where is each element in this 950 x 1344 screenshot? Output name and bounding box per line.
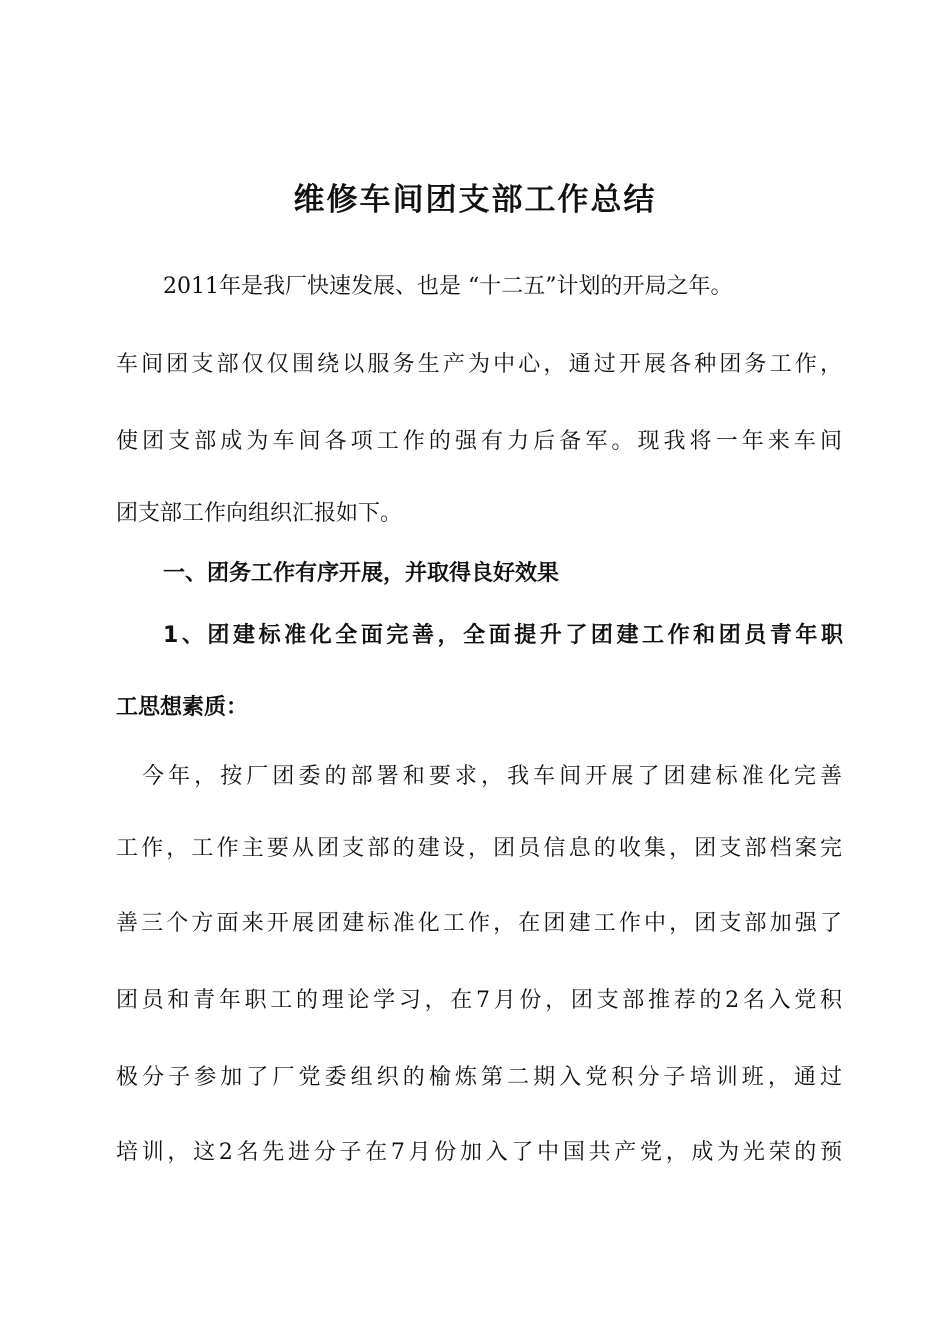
paragraph-line: 善三个方面来开展团建标准化工作，在团建工作中，团支部加强了 (116, 911, 842, 936)
document-title: 维修车间团支部工作总结 (293, 182, 657, 218)
paragraph-line: 工作，工作主要从团支部的建设，团员信息的收集，团支部档案完 (116, 836, 842, 861)
paragraph-line: 2011年是我厂快速发展、也是 “十二五”计划的开局之年。 (163, 274, 733, 299)
paragraph-line: 团员和青年职工的理论学习，在7月份，团支部推荐的2名入党积 (116, 988, 842, 1013)
paragraph-line: 团支部工作向组织汇报如下。 (116, 501, 403, 526)
paragraph-line: 培训，这2名先进分子在7月份加入了中国共产党，成为光荣的预 (116, 1140, 842, 1165)
paragraph-line: 使团支部成为车间各项工作的强有力后备军。现我将一年来车间 (116, 429, 842, 454)
subsection-heading-continued: 工思想素质： (116, 695, 249, 720)
paragraph-line: 今年，按厂团委的部署和要求，我车间开展了团建标准化完善 (142, 764, 842, 789)
subsection-heading: 1、团建标准化全面完善，全面提升了团建工作和团员青年职 (163, 623, 843, 648)
paragraph-line: 极分子参加了厂党委组织的榆炼第二期入党积分子培训班，通过 (116, 1065, 842, 1090)
section-heading: 一、团务工作有序开展，并取得良好效果 (163, 561, 560, 586)
paragraph-line: 车间团支部仅仅围绕以服务生产为中心，通过开展各种团务工作， (116, 352, 842, 377)
